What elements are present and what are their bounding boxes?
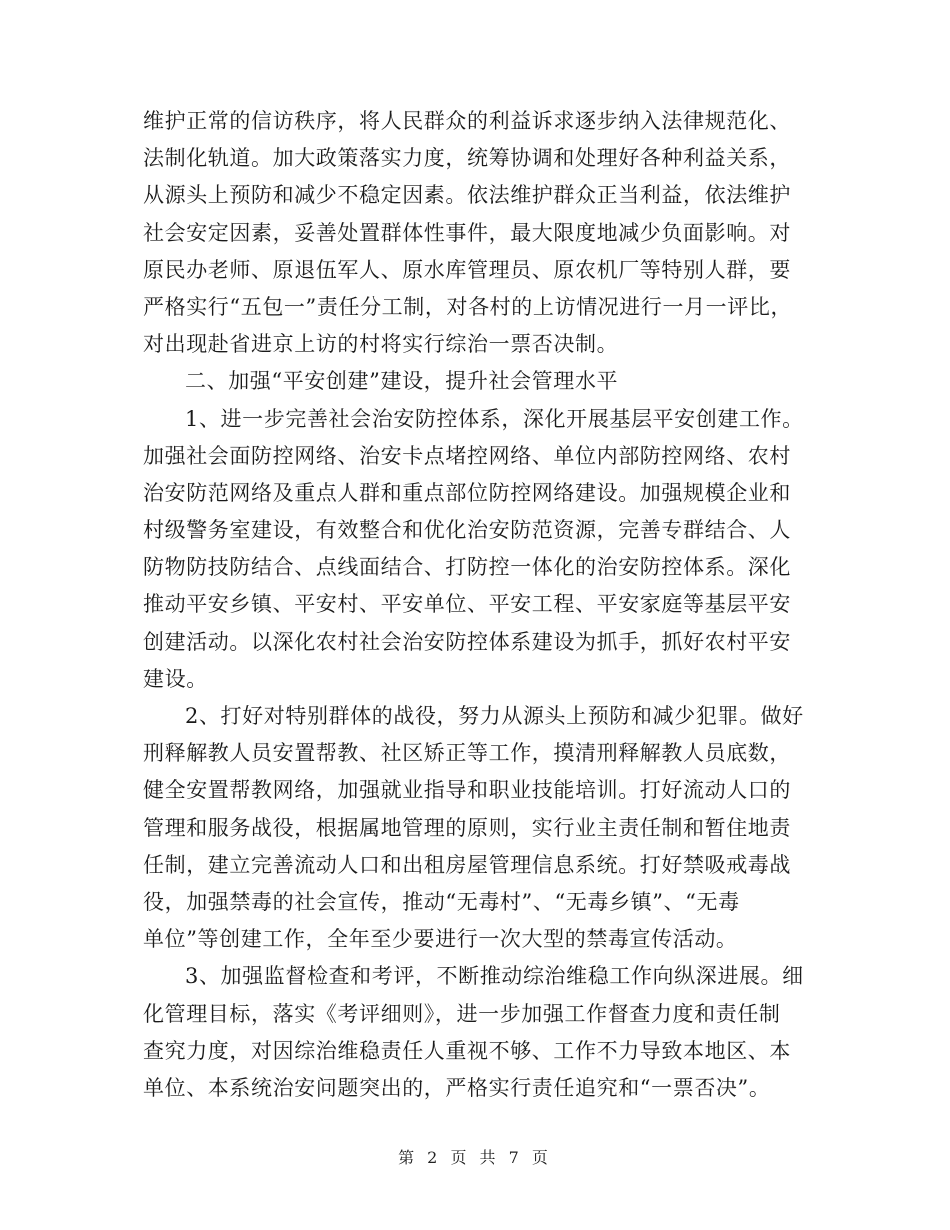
text-line: 查究力度，对因综治维稳责任人重视不够、工作不力导致本地区、本 [143,1038,791,1063]
text-line: 化管理目标，落实《考评细则》，进一步加强工作督查力度和责任制 [143,1001,781,1026]
text-line: 单位”等创建工作，全年至少要进行一次大型的禁毒宣传活动。 [143,927,738,952]
text-line: 推动平安乡镇、平安村、平安单位、平安工程、平安家庭等基层平安 [143,592,791,617]
text-line: 法制化轨道。加大政策落实力度，统筹协调和处理好各种利益关系， [143,146,791,171]
paragraph-first-line: 1、进一步完善社会治安防控体系，深化开展基层平安创建工作。 [185,406,804,431]
text-line: 严格实行“五包一”责任分工制，对各村的上访情况进行一月一评比， [143,294,793,319]
section-heading: 二、加强“平安创建”建设，提升社会管理水平 [185,369,619,394]
text-line: 村级警务室建设，有效整合和优化治安防范资源，完善专群结合、人 [143,518,791,543]
text-line: 创建活动。以深化农村社会治安防控体系建设为抓手，抓好农村平安 [143,629,791,654]
paragraph-first-line: 3、加强监督检查和考评，不断推动综治维稳工作向纵深进展。细 [185,964,804,989]
text-line: 治安防范网络及重点人群和重点部位防控网络建设。加强规模企业和 [143,480,791,505]
text-line: 健全安置帮教网络，加强就业指导和职业技能培训。打好流动人口的 [143,778,791,803]
page-number-footer: 第 2 页 共 7 页 [398,1148,552,1167]
text-line: 建设。 [143,666,208,691]
text-line: 对出现赴省进京上访的村将实行综治一票否决制。 [143,332,619,357]
text-line: 刑释解教人员安置帮教、社区矫正等工作，摸清刑释解教人员底数， [143,741,791,766]
text-line: 从源头上预防和减少不稳定因素。依法维护群众正当利益，依法维护 [143,183,791,208]
text-line: 管理和服务战役，根据属地管理的原则，实行业主责任制和暂住地责 [143,815,791,840]
text-line: 社会安定因素，妥善处置群体性事件，最大限度地减少负面影响。对 [143,220,791,245]
text-line: 原民办老师、原退伍军人、原水库管理员、原农机厂等特别人群，要 [143,257,791,282]
text-line: 维护正常的信访秩序，将人民群众的利益诉求逐步纳入法律规范化、 [143,109,791,133]
document-body [143,103,818,1107]
text-line: 役，加强禁毒的社会宣传，推动“无毒村”、“无毒乡镇”、“无毒 [143,889,740,914]
text-line: 单位、本系统治安问题突出的，严格实行责任追究和“一票否决”。 [143,1075,771,1100]
text-line: 防物防技防结合、点线面结合、打防控一体化的治安防控体系。深化 [143,555,791,580]
text-line: 任制，建立完善流动人口和出租房屋管理信息系统。打好禁吸戒毒战 [143,852,791,877]
text-line: 加强社会面防控网络、治安卡点堵控网络、单位内部防控网络、农村 [143,443,791,468]
paragraph-first-line: 2、打好对特别群体的战役，努力从源头上预防和减少犯罪。做好 [185,704,804,728]
